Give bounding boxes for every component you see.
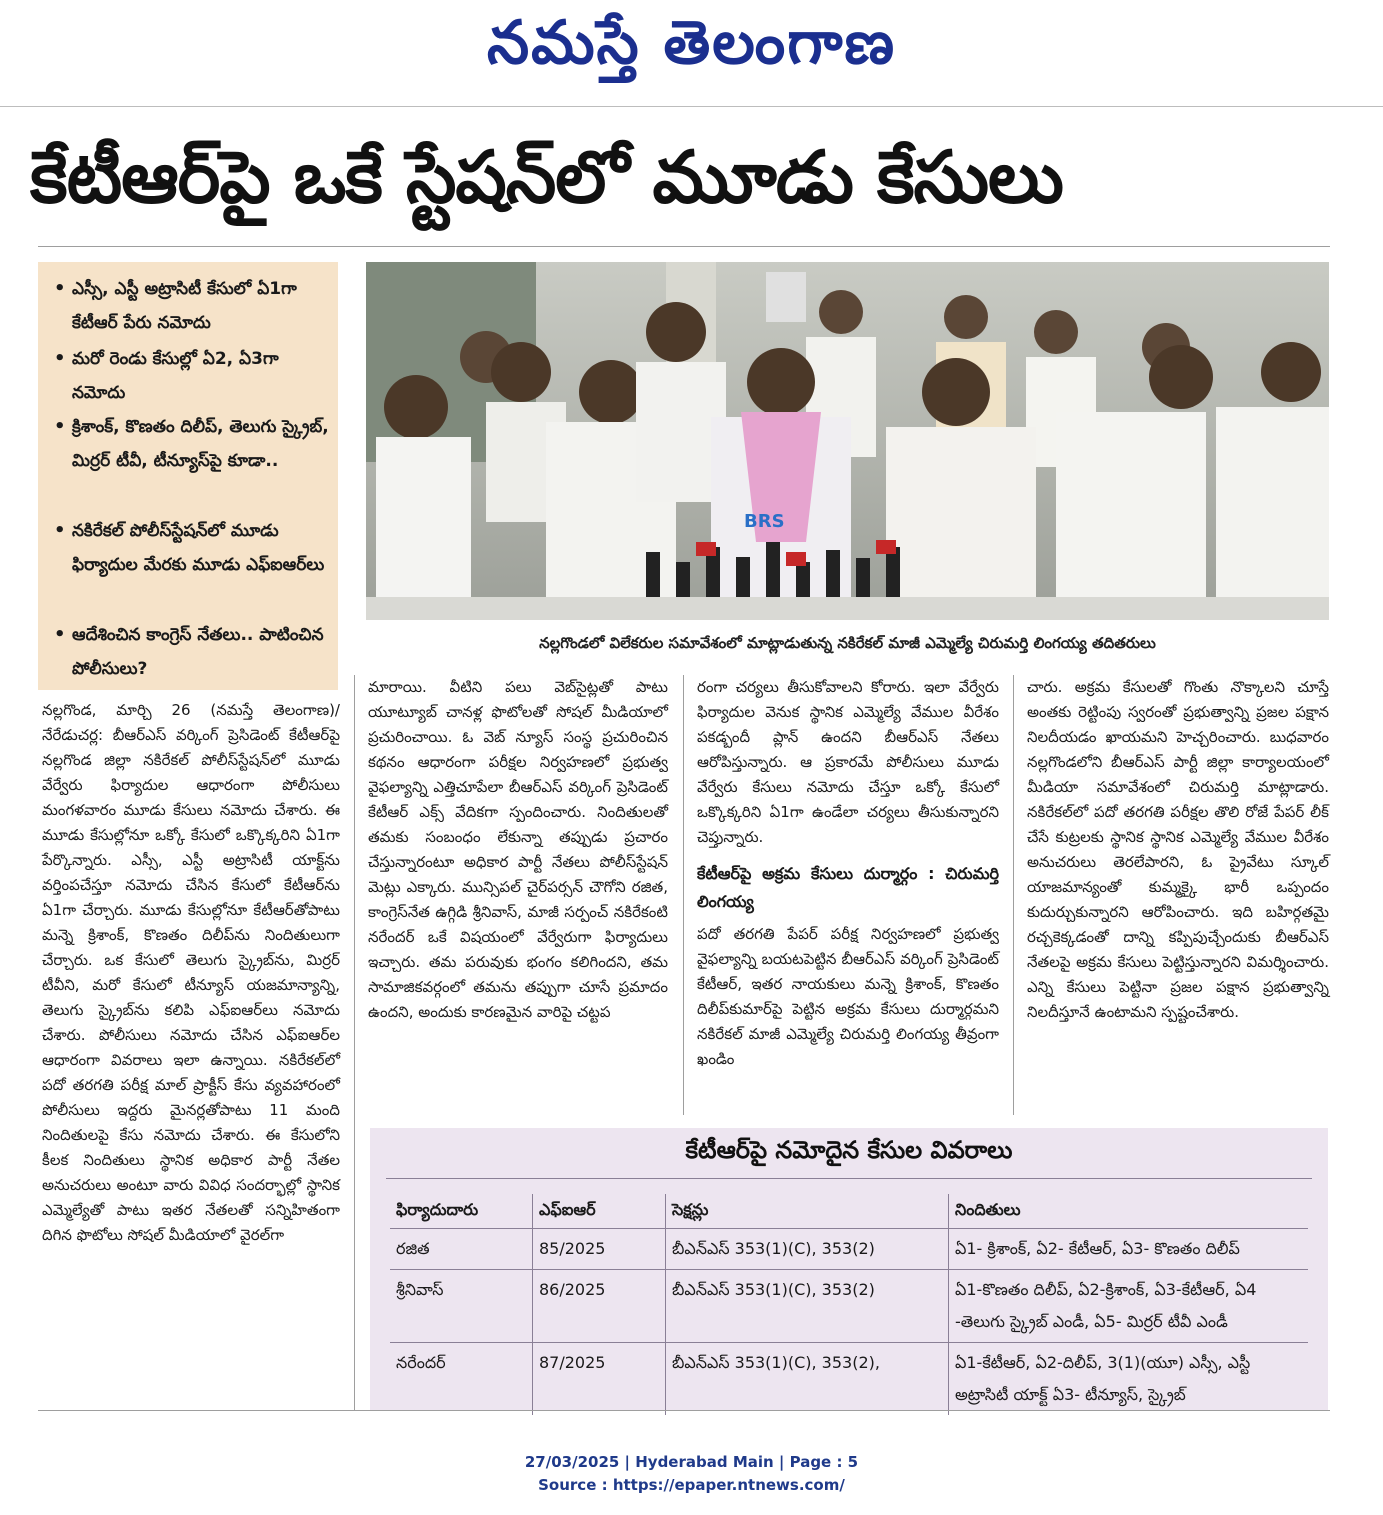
headline: కేటీఆర్‌పై ఒకే స్టేషన్‌లో మూడు కేసులు	[30, 135, 1063, 219]
press-meet-photo	[366, 262, 1329, 620]
article-column-2	[368, 675, 668, 1025]
highlight-item	[54, 618, 334, 686]
highlight-item	[54, 342, 334, 410]
masthead-divider	[0, 106, 1383, 107]
cell-sections: బీఎన్ఎస్ 353(1)(C), 353(2),	[666, 1343, 949, 1416]
highlights-box	[38, 262, 338, 690]
cell-fir: 86/2025	[533, 1270, 666, 1343]
highlight-text: క్రిశాంక్, కొణతం దిలీప్, తెలుగు స్క్రైబ్, మిర్రర్ టీవీ, టీన్యూస్‌పై కూడా..	[72, 417, 329, 471]
bottom-divider	[38, 1410, 1330, 1411]
bullet-icon: •	[54, 624, 66, 645]
cell-accused: ఏ1-కొణతం దిలీప్, ఏ2-క్రిశాంక్, ఏ3-కేటీఆర్, ఏ4 -తెలుగు స్క్రైబ్ ఎండీ, ఏ5- మిర్రర్ టీవీ ఎండీ	[949, 1270, 1309, 1343]
highlight-item	[54, 410, 334, 478]
highlight-text: ఎస్సీ, ఎస్టీ అట్రాసిటీ కేసులో ఏ1గా కేటీఆర్ పేరు నమోదు	[72, 279, 297, 333]
cell-fir: 85/2025	[533, 1229, 666, 1270]
highlight-item	[54, 514, 334, 582]
header-accused: నిందితులు	[949, 1194, 1309, 1229]
column-divider	[683, 675, 684, 1115]
masthead-title: నమస్తే తెలంగాణ	[486, 8, 897, 78]
cell-complainant: శ్రీనివాస్	[396, 1280, 444, 1299]
article-column-1	[42, 698, 340, 1248]
bullet-icon: •	[54, 520, 66, 541]
column-divider	[1013, 675, 1014, 1115]
footer-page-info: 27/03/2025 | Hyderabad Main | Page : 5	[524, 1453, 859, 1471]
article-text: రంగా చర్యలు తీసుకోవాలని కోరారు. ఇలా వేర్వేరు ఫిర్యాదుల వెనుక స్థానిక ఎమ్మెల్యే వేముల వీరేశం పకడ్బందీ ప్లాన్ ఉందని బీఆర్ఎస్ నేతలు ఆరోపిస్తున్నారు. ఆ ప్రకారమే పోలీసులు మూడు వేర్వేరు కేసులు నమోదు చేస్తూ ఒక్కో కేసులో ఒక్కొక్కరిని ఏ1గా ఉండేలా చర్యలు తీసుకున్నారని చెప్తున్నారు.	[697, 678, 999, 846]
bullet-icon: •	[54, 278, 66, 299]
table-row	[390, 1229, 1308, 1270]
column-divider	[354, 675, 355, 1410]
cell-complainant: రజిత	[396, 1239, 430, 1258]
article-column-4	[1027, 675, 1329, 1025]
article-text: చారు. అక్రమ కేసులతో గొంతు నొక్కాలని చూస్తే అంతకు రెట్టింపు స్వరంతో ప్రభుత్వాన్ని ప్రజల పక్షాన నిలదీయడం ఖాయమని హెచ్చరించారు. బుధవారం నల్లగొండలోని బీఆర్ఎస్ పార్టీ జిల్లా కార్యాలయంలో మీడియా సమావేశంలో చిరుమర్తి మాట్లాడారు. నకిరేకల్‌లో పదో తరగతి పరీక్షల తొలి రోజే పేపర్ లీక్ చేసే కుట్రలకు స్థానిక స్థానిక ఎమ్మెల్యే వేముల వీరేశం అనుచరులు తెరలేపారని, ఓ ప్రైవేటు స్కూల్ యాజమాన్యంతో కుమ్మక్కై భారీ ఒప్పందం కుదుర్చుకున్నారని ఆరోపించారు. ఇది బహిర్గతమై రచ్చకెక్కడంతో దాన్ని కప్పిపుచ్చేందుకు బీఆర్ఎస్ నేతలపై అక్రమ కేసులు పెట్టిస్తున్నారని విమర్శించారు. ఎన్ని కేసులు పెట్టినా ప్రజల పక్షాన ప్రభుత్వాన్ని నిలదీస్తూనే ఉంటామని స్పష్టంచేశారు.	[1027, 678, 1329, 1021]
brs-banner-text: BRS	[744, 511, 785, 532]
bullet-icon: •	[54, 416, 66, 437]
headline-divider	[38, 246, 1330, 247]
table-header-row	[390, 1194, 1308, 1229]
cell-sections: బీఎన్ఎస్ 353(1)(C), 353(2)	[666, 1270, 949, 1343]
article-column-3	[697, 675, 999, 1072]
article-subheading: కేటీఆర్‌పై అక్రమ కేసులు దుర్మార్గం : చిరుమర్తి లింగయ్య	[697, 864, 999, 911]
case-table-title: కేటీఆర్‌పై నమోదైన కేసుల వివరాలు	[685, 1136, 1013, 1164]
cell-sections: బీఎన్ఎస్ 353(1)(C), 353(2)	[666, 1229, 949, 1270]
table-row	[390, 1343, 1308, 1416]
header-fir: ఎఫ్ఐఆర్	[533, 1194, 666, 1229]
header-sections: సెక్షన్లు	[666, 1194, 949, 1229]
case-table	[390, 1194, 1308, 1415]
article-text: పదో తరగతి పేపర్ పరీక్ష నిర్వహణలో ప్రభుత్వ వైఫల్యాన్ని బయటపెట్టిన బీఆర్ఎస్ వర్కింగ్ ప్రెసిడెంట్ కేటీఆర్, ఇతర నాయకులు మన్నె క్రిశాంక్, కొణతం దిలీప్‌కుమార్‌పై పెట్టిన అక్రమ కేసులు దుర్మార్గమని నకిరేకల్ మాజీ ఎమ్మెల్యే చిరుమర్తి లింగయ్య తీవ్రంగా ఖండిం	[697, 925, 999, 1068]
press-meet-illustration	[366, 262, 1329, 620]
cell-accused: ఏ1-కేటీఆర్, ఏ2-దిలీప్, 3(1)(యూ) ఎస్సీ, ఎస్టీ అట్రాసిటీ యాక్ట్ ఏ3- టీన్యూస్, స్క్రైబ్	[949, 1343, 1309, 1416]
footer-source-link[interactable]: Source : https://epaper.ntnews.com/	[538, 1476, 845, 1494]
table-row	[390, 1270, 1308, 1343]
case-details-box	[370, 1128, 1328, 1410]
bullet-icon: •	[54, 348, 66, 369]
article-text: నల్లగొండ, మార్చి 26 (నమస్తే తెలంగాణ)/నేరేడుచర్ల: బీఆర్ఎస్ వర్కింగ్ ప్రెసిడెంట్ కేటీఆర్‌పై నల్లగొండ జిల్లా నకిరేకల్ పోలీస్‌స్టేషన్‌లో మూడు వేర్వేరు ఫిర్యాదుల ఆధారంగా పోలీసులు మంగళవారం మూడు కేసులు నమోదు చేశారు. ఈ మూడు కేసుల్లోనూ ఒక్కో కేసులో ఒక్కొక్కరిని ఏ1గా పేర్కొన్నారు. ఎస్సీ, ఎస్టీ అట్రాసిటీ యాక్ట్‌ను వర్తింపచేస్తూ నమోదు చేసిన కేసులో కేటీఆర్‌ను ఏ1గా చేర్చారు. మూడు కేసుల్లోనూ కేటీఆర్‌తోపాటు మన్నె క్రిశాంక్, కొణతం దిలీప్‌ను నిందితులుగా చేర్చారు. ఒక కేసులో తెలుగు స్క్రైబ్‌ను, మిర్రర్ టీవీని, మరో కేసులో టీన్యూస్ యజమాన్యాన్ని, తెలుగు స్క్రైబ్‌ను కలిపి ఎఫ్ఐఆర్‌లు నమోదు చేశారు. పోలీసులు నమోదు చేసిన ఎఫ్ఐఆర్‌ల ఆధారంగా వివరాలు ఇలా ఉన్నాయి. నకిరేకల్‌లో పదో తరగతి పరీక్ష మాల్ ప్రాక్టీస్ కేసు వ్యవహారంలో పోలీసులు ఇద్దరు మైనర్లతోపాటు 11 మంది నిందితులపై కేసు నమోదు చేశారు. ఈ కేసులోని కీలక నిందితులు స్థానిక అధికార పార్టీ నేతల అనుచరులు అంటూ వారు వివిధ సందర్భాల్లో స్థానిక ఎమ్మెల్యేతో పాటు ఇతర నేతలతో సన్నిహితంగా దిగిన ఫొటోలు సోషల్ మీడియాలో వైరల్‌గా	[42, 701, 340, 1244]
highlight-text: నకిరేకల్ పోలీస్‌స్టేషన్‌లో మూడు ఫిర్యాదుల మేరకు మూడు ఎఫ్ఐఆర్‌లు	[72, 521, 325, 575]
header-complainant: ఫిర్యాదుదారు	[396, 1199, 479, 1219]
cell-accused: ఏ1- క్రిశాంక్, ఏ2- కేటీఆర్, ఏ3- కొణతం దిలీప్	[949, 1229, 1309, 1270]
cell-complainant: నరేందర్	[396, 1353, 446, 1372]
highlight-item	[54, 272, 334, 340]
cell-fir: 87/2025	[533, 1343, 666, 1416]
masthead	[0, 0, 1383, 100]
highlight-text: మరో రెండు కేసుల్లో ఏ2, ఏ3గా నమోదు	[72, 349, 279, 403]
article-text: మారాయి. వీటిని పలు వెబ్‌సైట్లతో పాటు యూట్యూబ్ చానళ్ల ఫొటోలతో సోషల్ మీడియాలో ప్రచురించాయి. ఓ వెబ్ న్యూస్ సంస్థ ప్రచురించిన కథనం ఆధారంగా పరీక్షల నిర్వహణలో ప్రభుత్వ వైఫల్యాన్ని ఎత్తిచూపేలా బీఆర్ఎస్ వర్కింగ్ ప్రెసిడెంట్ కేటీఆర్ ఎక్స్ వేదికగా స్పందించారు. నిందితులతో తమకు సంబంధం లేకున్నా తప్పుడు ప్రచారం చేస్తున్నారంటూ అధికార పార్టీ నేతలు పోలీస్‌స్టేషన్ మెట్లు ఎక్కారు. మున్సిపల్ చైర్‌పర్సన్ చౌగోని రజిత, కాంగ్రెస్‌నేత ఉగ్గిడి శ్రీనివాస్, మాజీ సర్పంచ్ నకిరేకంటి నరేందర్ ఒకే విషయంలో వేర్వేరుగా ఫిర్యాదులు ఇచ్చారు. తమ పరువుకు భంగం కలిగిందని, తమ సామాజికవర్గంలో తమను తప్పుగా చూసే ప్రమాదం ఉందని, అందుకు కారణమైన వారిపై చట్టప	[368, 678, 668, 1021]
highlight-text: ఆదేశించిన కాంగ్రెస్ నేతలు.. పాటించిన పోలీసులు?	[72, 625, 324, 679]
table-title-divider	[386, 1178, 1312, 1179]
photo-caption: నల్లగొండలో విలేకరుల సమావేశంలో మాట్లాడుతున్న నకిరేకల్ మాజీ ఎమ్మెల్యే చిరుమర్తి లింగయ్య తదితరులు	[539, 634, 1156, 652]
